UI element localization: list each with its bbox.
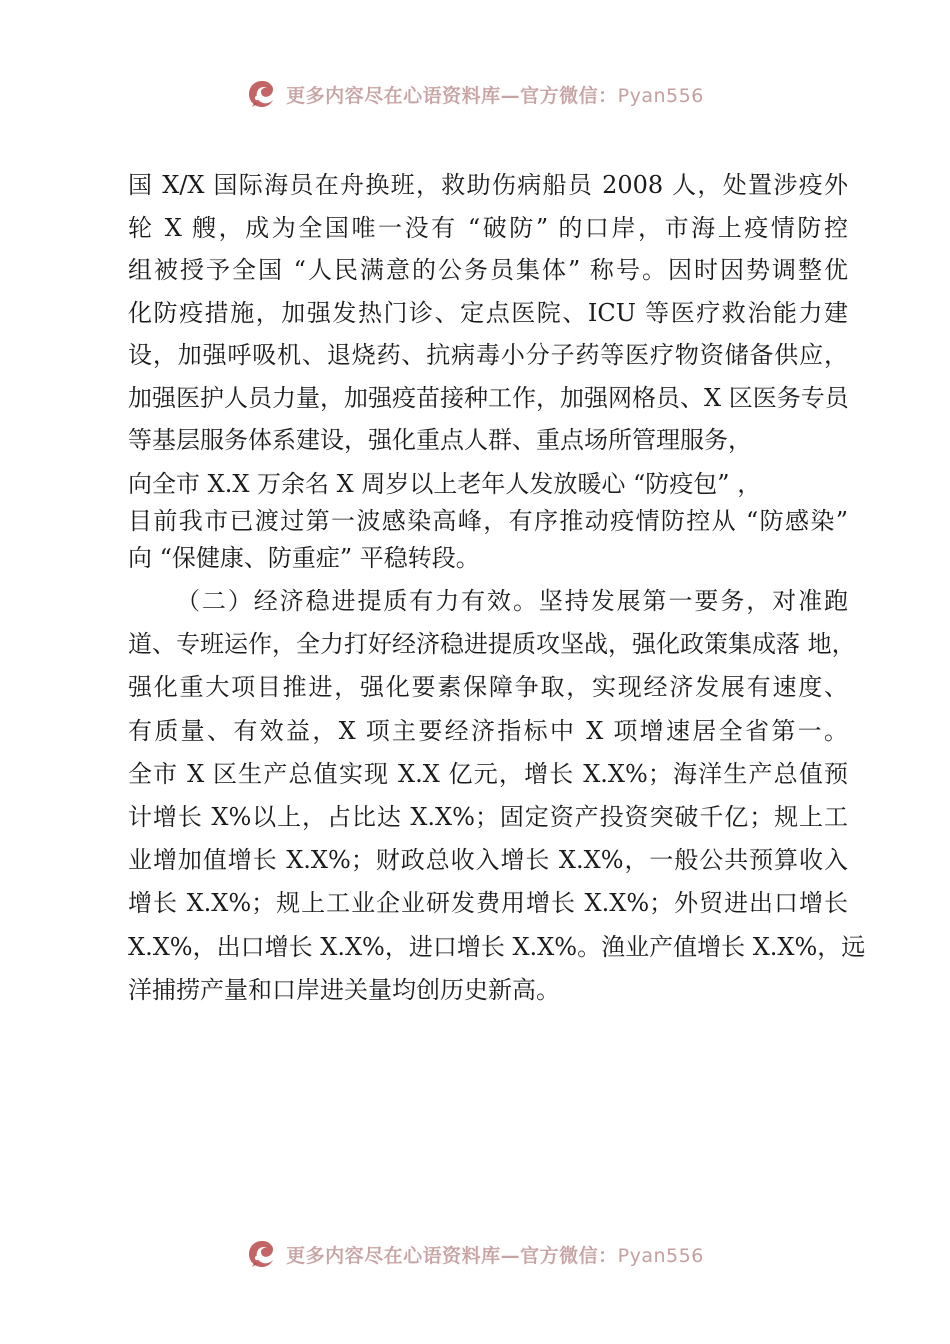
watermark-text: 更多内容尽在心语资料库—官方微信： xyxy=(286,84,618,107)
brand-logo-icon xyxy=(246,78,278,110)
text-line: X.X%，出口增长 X.X%，进口增长 X.X%。渔业产值增长 X.X%，远 xyxy=(128,932,866,961)
text-line: 增长 X.X%；规上工业企业研发费用增长 X.X%；外贸进出口增长 xyxy=(128,889,848,918)
text-line: 等基层服务体系建设，强化重点人群、重点场所管理服务， xyxy=(128,426,752,454)
text-line: 组被授予全国 “人民满意的公务员集体” 称号。因时因势调整优 xyxy=(128,256,848,284)
text-line: 全市 X 区生产总值实现 X.X 亿元，增长 X.X%；海洋生产总值预 xyxy=(128,759,848,788)
text-line: 计增长 X%以上，占比达 X.X%；固定资产投资突破千亿；规上工 xyxy=(128,803,848,832)
text-line: 目前我市已渡过第一波感染高峰，有序推动疫情防控从 “防感染” xyxy=(128,507,848,535)
watermark-id: Pyan556 xyxy=(617,1244,704,1267)
text-line: 向 “保健康、防重症” 平稳转段。 xyxy=(128,544,480,572)
watermark-text: 更多内容尽在心语资料库—官方微信： xyxy=(286,1244,618,1267)
text-line: 道、专班运作，全力打好经济稳进提质攻坚战，强化政策集成落 地， xyxy=(128,630,856,659)
footer-watermark xyxy=(0,1232,950,1276)
brand-logo-icon xyxy=(246,1238,278,1270)
text-line: 化防疫措施，加强发热门诊、定点医院、ICU 等医疗救治能力建 xyxy=(128,298,848,327)
watermark-id: Pyan556 xyxy=(617,84,704,107)
text-line: 有质量、有效益，X 项主要经济指标中 X 项增速居全省第一。 xyxy=(128,716,848,745)
text-line: 加强医护人员力量，加强疫苗接种工作，加强网格员、X 区医务专员 xyxy=(128,383,849,412)
text-line: 强化重大项目推进，强化要素保障争取，实现经济发展有速度、 xyxy=(128,673,848,702)
body-paragraph-1 xyxy=(128,164,848,462)
header-watermark xyxy=(0,72,950,116)
text-line: 轮 X 艘，成为全国唯一没有 “破防” 的口岸，市海上疫情防控 xyxy=(128,213,848,242)
text-line: 业增加值增长 X.X%；财政总收入增长 X.X%，一般公共预算收入 xyxy=(128,846,848,875)
body-paragraph-2 xyxy=(128,466,848,577)
text-line: 向全市 X.X 万余名 X 周岁以上老年人发放暖心 “防疫包” ， xyxy=(128,470,762,498)
section-heading-line: （二）经济稳进提质有力有效。坚持发展第一要务，对准跑 xyxy=(176,587,848,615)
text-line: 洋捕捞产量和口岸进关量均创历史新高。 xyxy=(128,975,560,1004)
text-line: 国 X/X 国际海员在舟换班，救助伤病船员 2008 人，处置涉疫外 xyxy=(128,171,848,199)
body-paragraph-3 xyxy=(128,580,866,1012)
text-line: 设，加强呼吸机、退烧药、抗病毒小分子药等医疗物资储备供应， xyxy=(128,341,848,369)
